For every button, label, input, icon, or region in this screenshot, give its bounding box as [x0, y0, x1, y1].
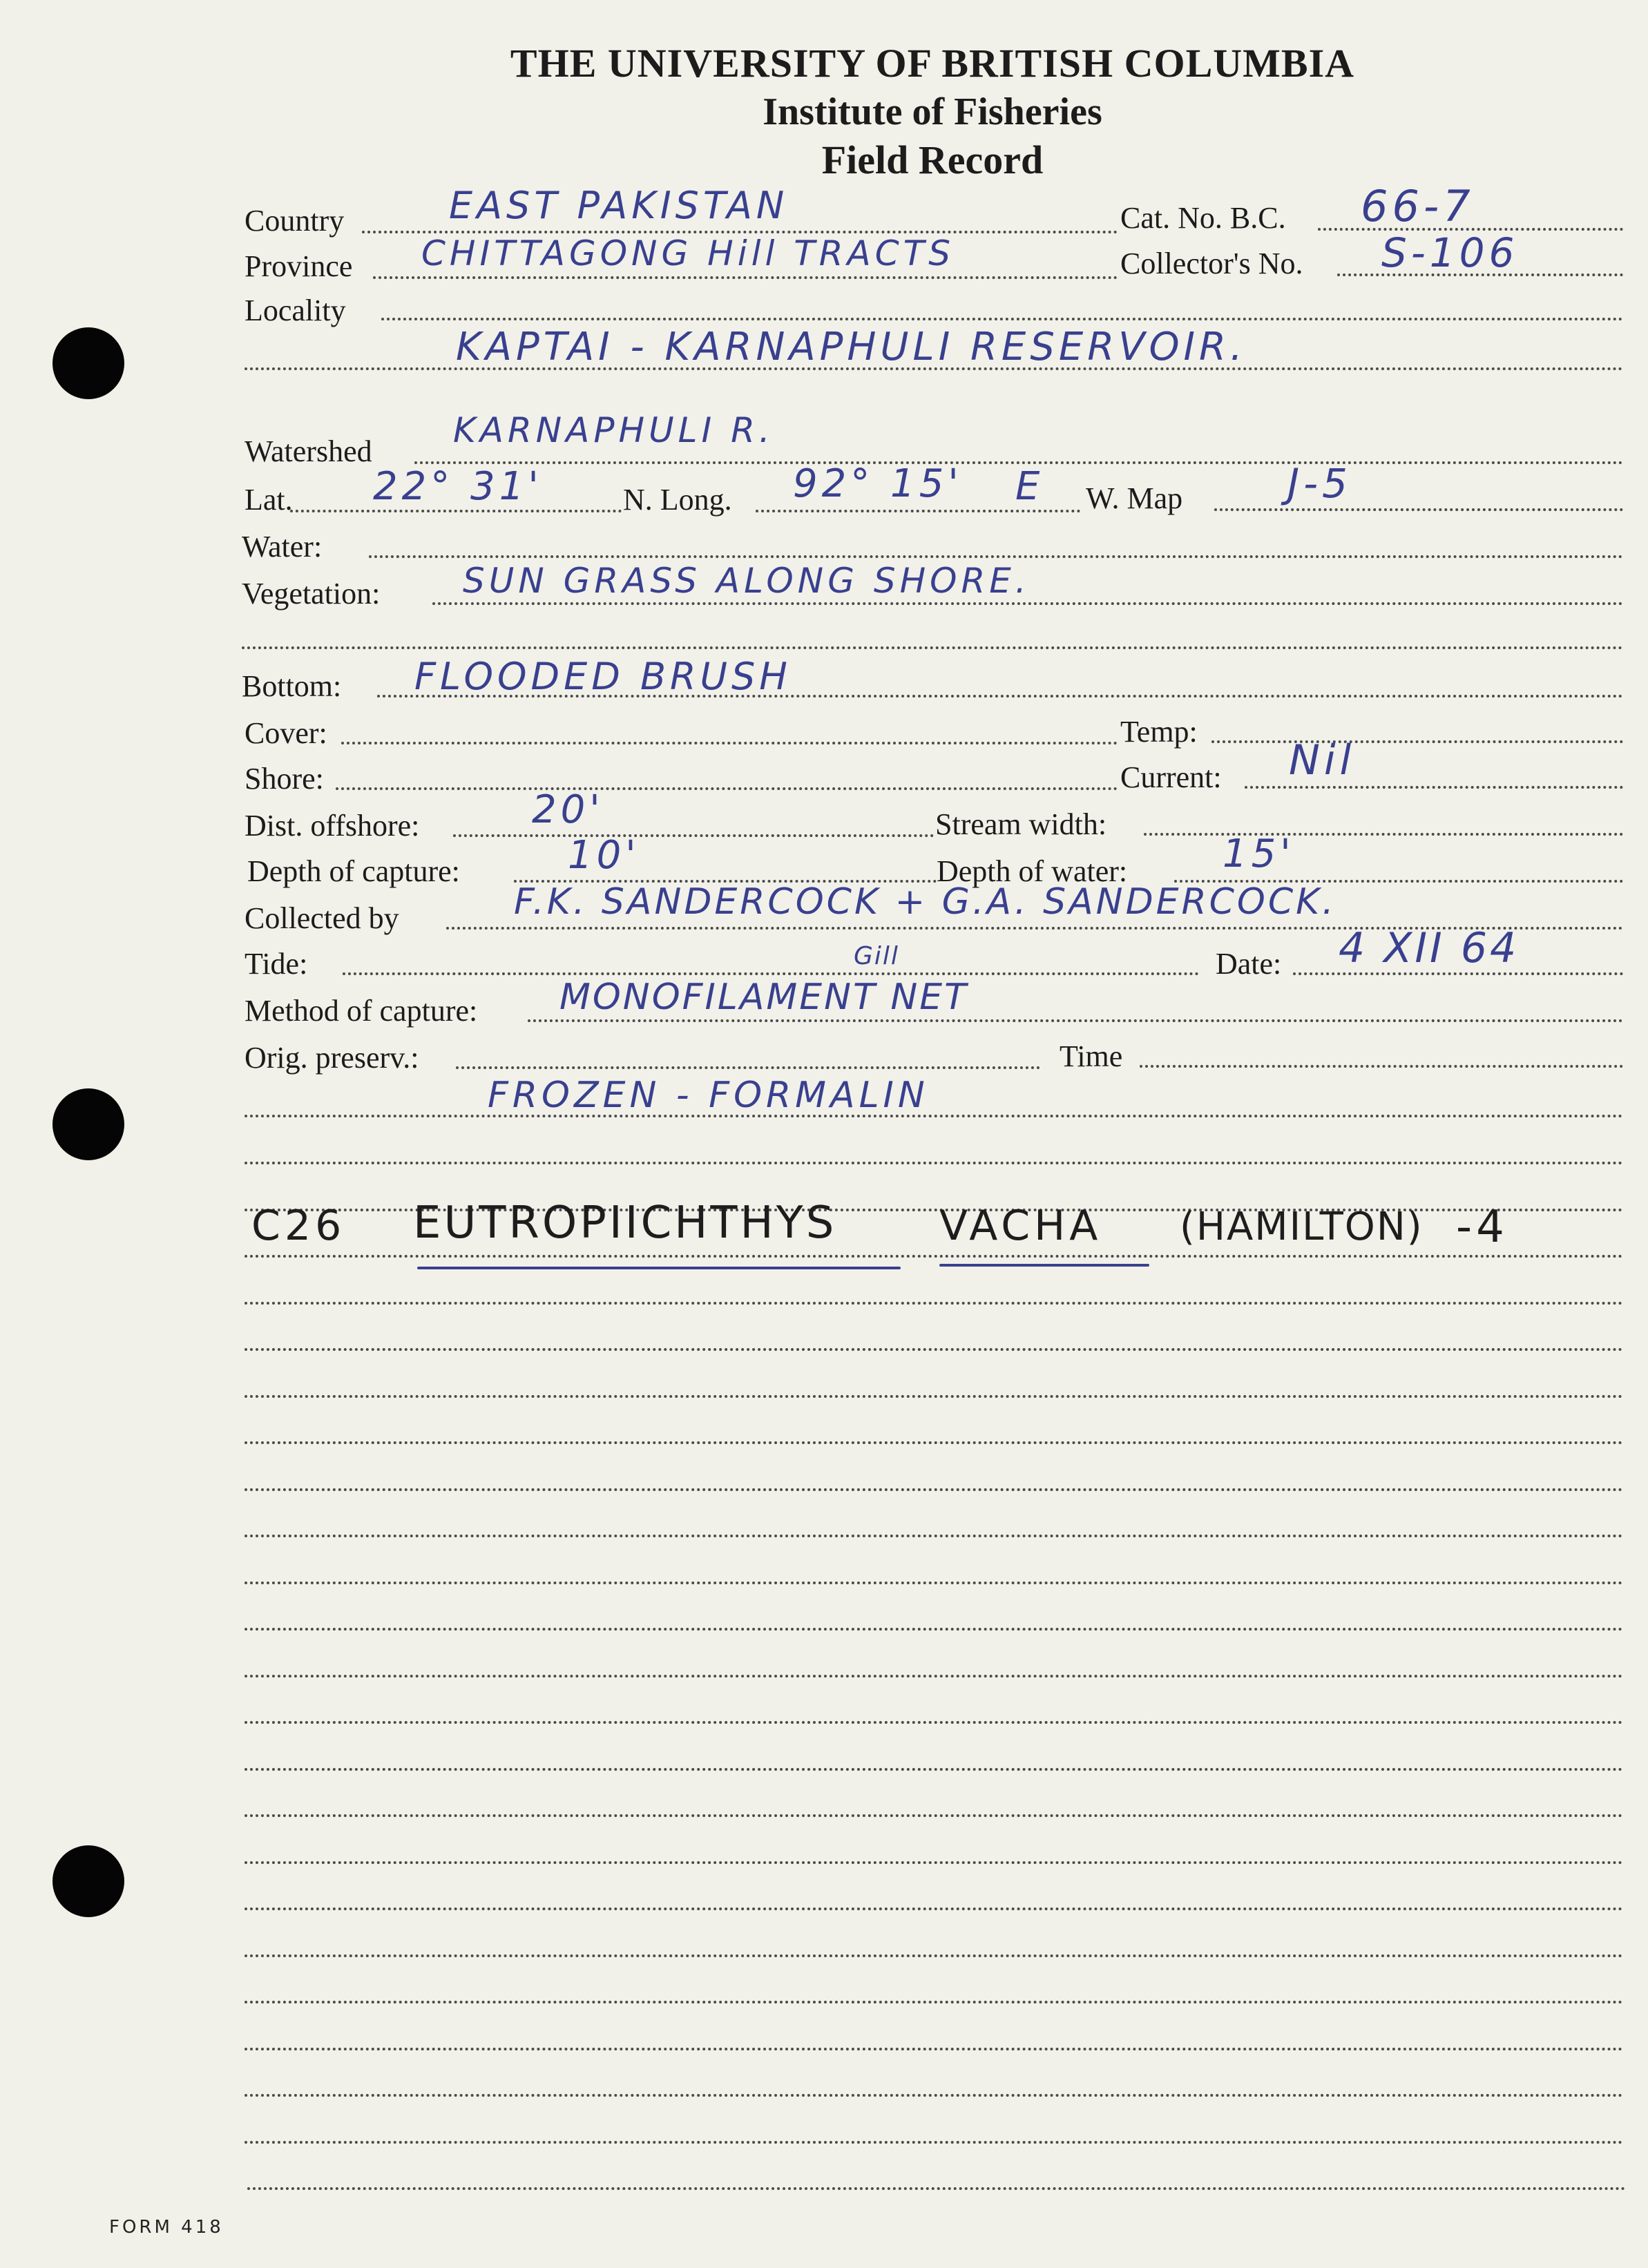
map-label: W. Map — [1086, 481, 1183, 515]
specimen-species: VACHA — [939, 1202, 1102, 1250]
lat-value: 22° 31' — [373, 464, 543, 509]
depth-capture-label: Depth of capture: — [247, 854, 460, 888]
ruled-line — [245, 1162, 1623, 1164]
orig-preserv-value: FROZEN - FORMALIN — [488, 1075, 929, 1116]
dist-offshore-line — [453, 834, 934, 837]
ruled-line — [245, 1302, 1623, 1305]
collector-no-value: S-106 — [1381, 229, 1519, 276]
tide-line — [343, 972, 1199, 975]
watershed-value: KARNAPHULI R. — [453, 410, 774, 450]
country-value: EAST PAKISTAN — [449, 184, 789, 227]
method-line — [528, 1019, 1623, 1022]
method-label: Method of capture: — [245, 994, 478, 1028]
collected-by-label: Collected by — [245, 901, 399, 935]
depth-water-label: Depth of water: — [937, 854, 1128, 888]
cover-label: Cover: — [245, 716, 327, 750]
ruled-line — [245, 1768, 1623, 1771]
shore-line — [336, 787, 1118, 790]
date-line — [1293, 972, 1623, 975]
vegetation-line-2 — [242, 646, 1623, 649]
ruled-line — [245, 1628, 1623, 1631]
locality-value: KAPTAI - KARNAPHULI RESERVOIR. — [456, 325, 1247, 369]
map-value: J-5 — [1287, 460, 1352, 507]
province-value: CHITTAGONG Hill TRACTS — [421, 233, 955, 273]
binder-hole-bottom — [52, 1845, 124, 1917]
specimen-author: (HAMILTON) — [1180, 1204, 1424, 1249]
long-line — [756, 510, 1080, 512]
species-underline — [939, 1264, 1149, 1267]
binder-hole-middle — [52, 1088, 124, 1160]
ruled-line — [245, 2141, 1623, 2144]
temp-line — [1211, 740, 1623, 743]
vegetation-label: Vegetation: — [242, 577, 381, 611]
time-label: Time — [1060, 1039, 1123, 1073]
province-line — [373, 276, 1118, 279]
ruled-line — [245, 1954, 1623, 1957]
locality-line-2 — [245, 367, 1623, 370]
ruled-line — [245, 1255, 1623, 1258]
lat-line — [290, 510, 622, 512]
ruled-line — [245, 1675, 1623, 1678]
collected-by-value: F.K. SANDERCOCK + G.A. SANDERCOCK. — [514, 881, 1336, 923]
dist-offshore-value: 20' — [532, 787, 604, 832]
date-label: Date: — [1216, 947, 1282, 981]
ruled-line — [245, 1348, 1623, 1351]
ruled-line — [245, 1814, 1623, 1817]
cat-no-value: 66-7 — [1361, 181, 1475, 231]
institute-heading: Institute of Fisheries — [763, 90, 1102, 133]
long-label: N. Long. — [623, 483, 732, 517]
method-value: MONOFILAMENT NET — [559, 977, 968, 1018]
ruled-line — [245, 1488, 1623, 1491]
bottom-value: FLOODED BRUSH — [414, 655, 792, 698]
lat-label: Lat. — [245, 483, 293, 517]
orig-preserv-line — [456, 1066, 1040, 1069]
ruled-line — [245, 2001, 1623, 2003]
long-value: 92° 15' — [793, 461, 963, 506]
country-label: Country — [245, 204, 345, 238]
record-type-heading: Field Record — [821, 137, 1044, 182]
shore-label: Shore: — [245, 762, 324, 796]
water-line — [369, 555, 1623, 558]
temp-label: Temp: — [1120, 715, 1198, 749]
ruled-line — [245, 2048, 1623, 2050]
ruled-line — [245, 2094, 1623, 2097]
specimen-count: -4 — [1456, 1202, 1508, 1253]
specimen-genus: EUTROPIICHTHYS — [413, 1198, 837, 1249]
current-value: Nil — [1289, 736, 1356, 785]
ruled-line — [245, 1907, 1623, 1910]
locality-line-1 — [381, 318, 1623, 320]
date-value: 4 XII 64 — [1339, 924, 1520, 972]
ruled-line — [245, 1441, 1623, 1444]
vegetation-line-1 — [432, 602, 1623, 605]
current-label: Current: — [1120, 760, 1222, 794]
depth-water-value: 15' — [1223, 832, 1295, 876]
ruled-line — [245, 1861, 1623, 1864]
watershed-label: Watershed — [245, 434, 372, 468]
ruled-line — [245, 1582, 1623, 1584]
cat-no-label: Cat. No. B.C. — [1120, 201, 1286, 235]
province-label: Province — [245, 249, 353, 283]
blank-line — [245, 1115, 1623, 1117]
genus-underline — [417, 1267, 901, 1269]
form-code: FORM 418 — [109, 2217, 224, 2238]
long-direction-value: E — [1015, 464, 1044, 509]
current-line — [1245, 786, 1623, 789]
locality-label: Locality — [245, 294, 346, 327]
dist-offshore-label: Dist. offshore: — [245, 809, 420, 843]
ruled-line — [247, 2187, 1626, 2190]
map-line — [1214, 508, 1623, 511]
time-line — [1140, 1065, 1623, 1068]
stream-width-label: Stream width: — [935, 807, 1107, 841]
ruled-line — [245, 1721, 1623, 1724]
binder-hole-top — [52, 327, 124, 399]
cover-line — [341, 742, 1118, 744]
tide-label: Tide: — [245, 947, 308, 981]
stream-width-line — [1144, 833, 1623, 836]
depth-capture-value: 10' — [568, 833, 640, 878]
bottom-label: Bottom: — [242, 669, 342, 703]
collector-no-label: Collector's No. — [1120, 247, 1303, 280]
specimen-code: C26 — [251, 1202, 346, 1250]
gill-note-value: Gill — [854, 942, 899, 970]
orig-preserv-label: Orig. preserv.: — [245, 1041, 419, 1075]
ruled-line — [245, 1535, 1623, 1537]
ruled-line — [245, 1395, 1623, 1398]
vegetation-value: SUN GRASS ALONG SHORE. — [463, 561, 1031, 601]
water-label: Water: — [242, 530, 323, 564]
university-heading: THE UNIVERSITY OF BRITISH COLUMBIA — [510, 41, 1355, 86]
